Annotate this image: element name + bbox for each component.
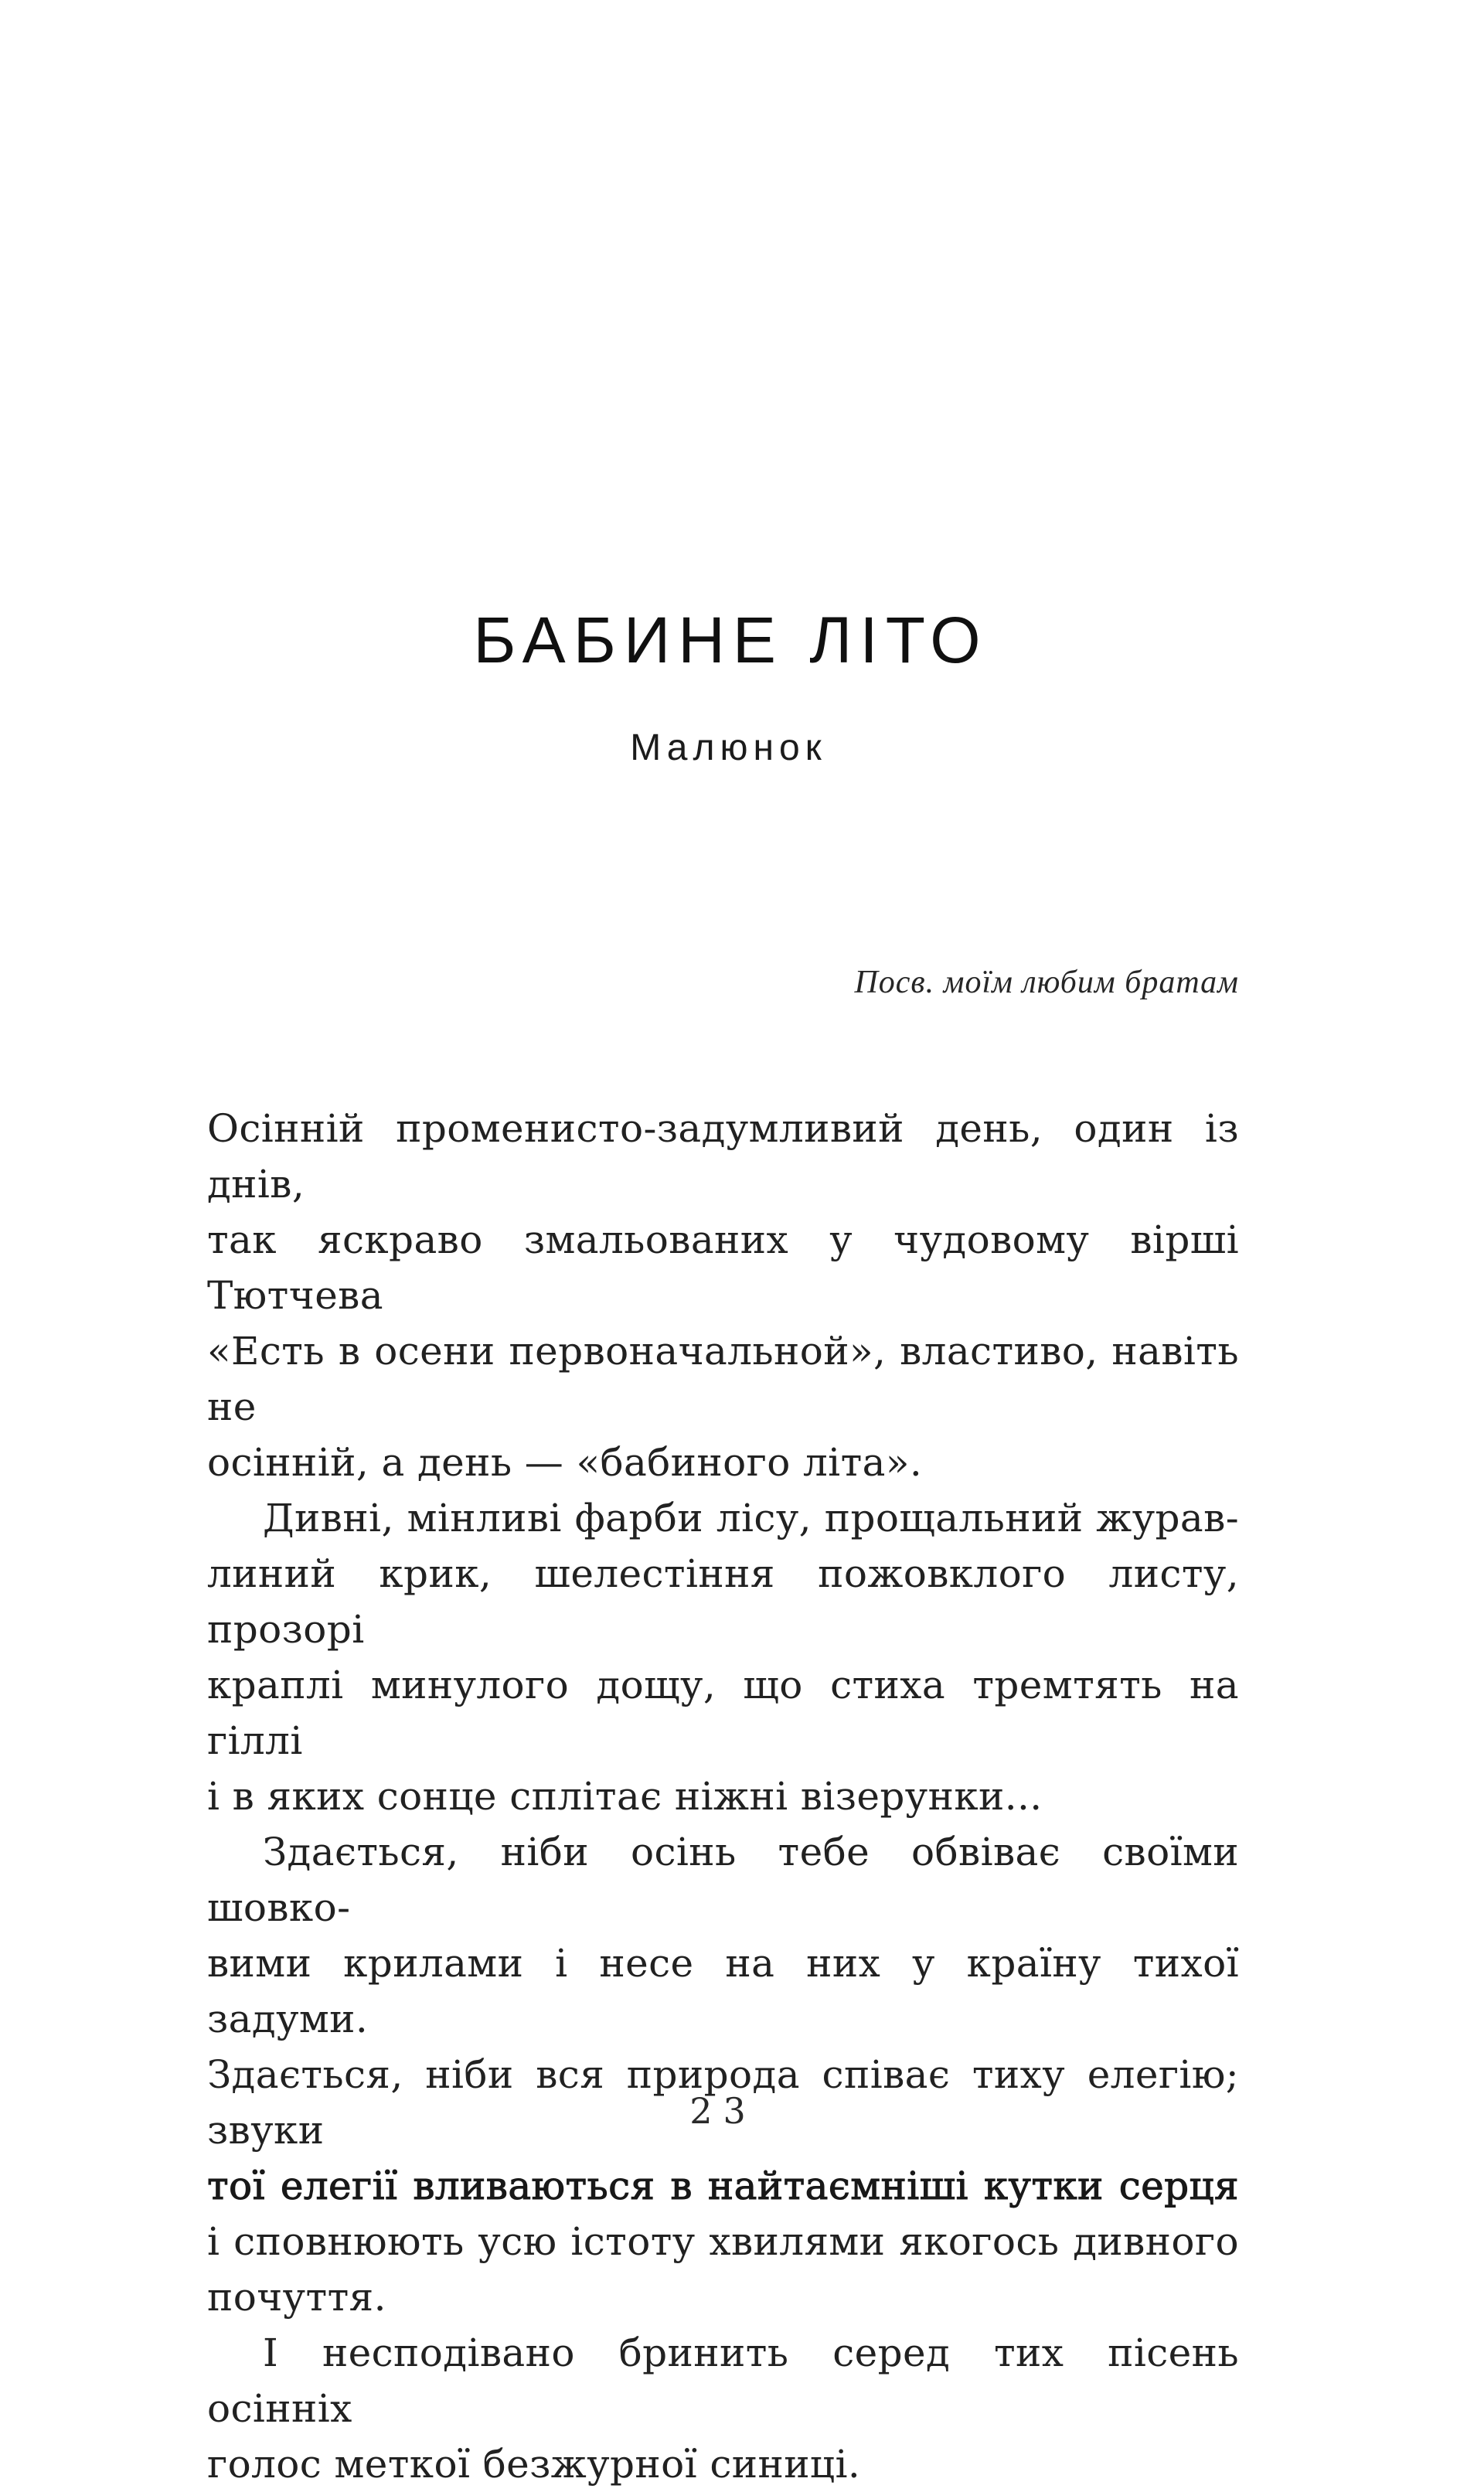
body-text (207, 1101, 1239, 2492)
text-line: і в яких сонце сплітає ніжні візерунки... (207, 1774, 1043, 1819)
chapter-title: БАБИНЕ ЛІТО (473, 604, 989, 676)
text-line: вими крилами і несе на них у країну тихої задуми. (207, 1941, 1239, 2041)
text-line: Здається, ніби вся природа співає тиху елегію; звуки (207, 2052, 1239, 2153)
text-line: Осінній променисто-задумливий день, один із днів, (207, 1106, 1239, 1207)
chapter-subtitle: Малюнок (630, 727, 827, 768)
text-line: «Есть в осени первоначальной», властиво, навіть не (207, 1329, 1239, 1429)
text-line: почуття. (207, 2275, 386, 2320)
text-line: і сповнюють усю істоту хвилями якогось дивного (207, 2219, 1239, 2264)
text-line: Дивні, мінливі фарби лісу, прощальний журав- (263, 1496, 1239, 1540)
text-line: краплі минулого дощу, що стиха тремтять на гіллі (207, 1663, 1239, 1763)
text-line: Здається, ніби осінь тебе обвіває своїми шовко- (207, 1830, 1239, 1930)
dedication: Посв. моїм любим братам (854, 965, 1239, 1000)
text-line: линий крик, шелестіння пожовклого листу, прозорі (207, 1551, 1239, 1652)
page-number: 23 (689, 2090, 757, 2132)
text-line: голос меткої безжурної синиці. (207, 2442, 861, 2487)
text-line: тої елегії вливаються в найтаємніші кутки серця (207, 2163, 1239, 2208)
text-line: осінній, а день — «бабиного літа». (207, 1440, 923, 1485)
text-line: так яскраво змальованих у чудовому вірші Тютчева (207, 1217, 1239, 1318)
text-line: І несподівано бринить серед тих пісень осінніх (207, 2330, 1239, 2431)
